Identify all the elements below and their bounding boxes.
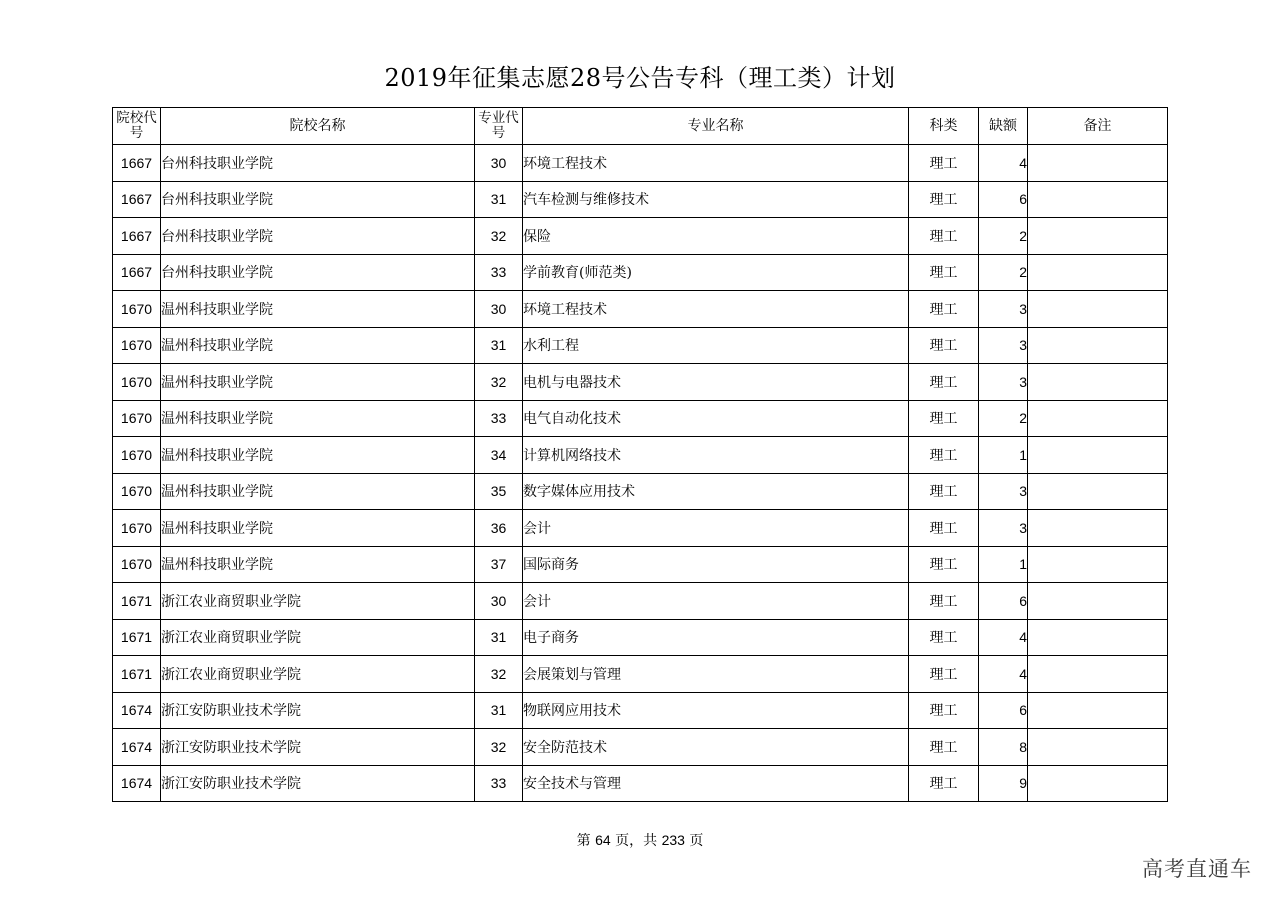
cell-category: 理工 — [909, 181, 979, 218]
cell-school-name: 台州科技职业学院 — [161, 254, 475, 291]
cell-quota: 4 — [979, 656, 1028, 693]
footer-suffix: 页 — [689, 833, 704, 849]
cell-school-code: 1670 — [113, 291, 161, 328]
cell-major-code: 30 — [475, 583, 523, 620]
cell-school-name: 温州科技职业学院 — [161, 437, 475, 474]
cell-school-name: 台州科技职业学院 — [161, 145, 475, 182]
cell-remarks — [1028, 656, 1168, 693]
cell-school-name: 浙江农业商贸职业学院 — [161, 656, 475, 693]
cell-school-name: 台州科技职业学院 — [161, 218, 475, 255]
cell-major-name: 数字媒体应用技术 — [523, 473, 909, 510]
cell-quota: 3 — [979, 364, 1028, 401]
cell-category: 理工 — [909, 510, 979, 547]
cell-major-code: 36 — [475, 510, 523, 547]
cell-major-name: 水利工程 — [523, 327, 909, 364]
table-body — [113, 145, 1168, 802]
cell-quota: 6 — [979, 583, 1028, 620]
cell-quota: 4 — [979, 619, 1028, 656]
cell-major-name: 保险 — [523, 218, 909, 255]
cell-category: 理工 — [909, 583, 979, 620]
cell-quota: 3 — [979, 291, 1028, 328]
cell-school-code: 1667 — [113, 218, 161, 255]
cell-remarks — [1028, 729, 1168, 766]
cell-quota: 3 — [979, 473, 1028, 510]
cell-school-code: 1667 — [113, 145, 161, 182]
cell-remarks — [1028, 291, 1168, 328]
cell-remarks — [1028, 145, 1168, 182]
cell-category: 理工 — [909, 400, 979, 437]
table-row — [113, 729, 1168, 766]
cell-category: 理工 — [909, 364, 979, 401]
cell-remarks — [1028, 181, 1168, 218]
cell-major-code: 30 — [475, 145, 523, 182]
cell-major-name: 安全防范技术 — [523, 729, 909, 766]
watermark: 高考直通车 — [1142, 857, 1252, 881]
cell-remarks — [1028, 473, 1168, 510]
cell-major-name: 电气自动化技术 — [523, 400, 909, 437]
cell-school-name: 温州科技职业学院 — [161, 327, 475, 364]
cell-remarks — [1028, 254, 1168, 291]
table-row — [113, 364, 1168, 401]
cell-major-code: 37 — [475, 546, 523, 583]
cell-major-name: 物联网应用技术 — [523, 692, 909, 729]
cell-school-name: 浙江农业商贸职业学院 — [161, 619, 475, 656]
cell-quota: 2 — [979, 400, 1028, 437]
cell-remarks — [1028, 327, 1168, 364]
header-quota: 缺额 — [979, 108, 1028, 145]
cell-quota: 3 — [979, 327, 1028, 364]
cell-major-name: 会展策划与管理 — [523, 656, 909, 693]
cell-category: 理工 — [909, 546, 979, 583]
cell-category: 理工 — [909, 692, 979, 729]
cell-category: 理工 — [909, 765, 979, 802]
cell-major-name: 计算机网络技术 — [523, 437, 909, 474]
cell-quota: 2 — [979, 218, 1028, 255]
cell-major-code: 31 — [475, 692, 523, 729]
cell-major-name: 安全技术与管理 — [523, 765, 909, 802]
table-row — [113, 583, 1168, 620]
cell-remarks — [1028, 218, 1168, 255]
cell-remarks — [1028, 583, 1168, 620]
cell-major-code: 34 — [475, 437, 523, 474]
cell-category: 理工 — [909, 656, 979, 693]
cell-major-name: 环境工程技术 — [523, 145, 909, 182]
header-school-code: 院校代号 — [113, 108, 161, 145]
cell-school-code: 1671 — [113, 619, 161, 656]
table-row — [113, 656, 1168, 693]
cell-remarks — [1028, 692, 1168, 729]
cell-category: 理工 — [909, 291, 979, 328]
cell-school-code: 1670 — [113, 400, 161, 437]
cell-school-code: 1670 — [113, 327, 161, 364]
cell-school-code: 1674 — [113, 765, 161, 802]
cell-school-code: 1667 — [113, 181, 161, 218]
table-row — [113, 218, 1168, 255]
cell-major-code: 35 — [475, 473, 523, 510]
cell-category: 理工 — [909, 619, 979, 656]
cell-category: 理工 — [909, 729, 979, 766]
cell-school-code: 1671 — [113, 583, 161, 620]
cell-school-name: 温州科技职业学院 — [161, 400, 475, 437]
cell-major-code: 33 — [475, 254, 523, 291]
cell-school-code: 1667 — [113, 254, 161, 291]
cell-remarks — [1028, 619, 1168, 656]
cell-major-code: 30 — [475, 291, 523, 328]
table-header-row — [113, 108, 1168, 145]
table-row — [113, 619, 1168, 656]
cell-school-name: 温州科技职业学院 — [161, 473, 475, 510]
footer-prefix: 第 — [576, 833, 591, 849]
cell-major-name: 电子商务 — [523, 619, 909, 656]
footer-page-number: 64 — [595, 832, 611, 848]
cell-category: 理工 — [909, 473, 979, 510]
cell-quota: 3 — [979, 510, 1028, 547]
cell-school-code: 1670 — [113, 364, 161, 401]
cell-major-name: 会计 — [523, 583, 909, 620]
header-category: 科类 — [909, 108, 979, 145]
cell-school-code: 1674 — [113, 729, 161, 766]
cell-quota: 9 — [979, 765, 1028, 802]
cell-major-name: 电机与电器技术 — [523, 364, 909, 401]
table-row — [113, 254, 1168, 291]
cell-school-name: 温州科技职业学院 — [161, 510, 475, 547]
cell-remarks — [1028, 400, 1168, 437]
table-row — [113, 510, 1168, 547]
table-row — [113, 400, 1168, 437]
cell-major-name: 汽车检测与维修技术 — [523, 181, 909, 218]
cell-quota: 1 — [979, 437, 1028, 474]
cell-school-name: 台州科技职业学院 — [161, 181, 475, 218]
table-row — [113, 765, 1168, 802]
document-title: 2019年征集志愿28号公告专科（理工类）计划 — [384, 64, 896, 92]
cell-school-code: 1670 — [113, 546, 161, 583]
cell-quota: 1 — [979, 546, 1028, 583]
cell-school-code: 1674 — [113, 692, 161, 729]
cell-major-name: 学前教育(师范类) — [523, 254, 909, 291]
cell-school-name: 浙江农业商贸职业学院 — [161, 583, 475, 620]
table-row — [113, 291, 1168, 328]
cell-school-name: 浙江安防职业技术学院 — [161, 729, 475, 766]
footer-total-pages: 233 — [661, 832, 685, 848]
cell-remarks — [1028, 765, 1168, 802]
cell-school-name: 浙江安防职业技术学院 — [161, 765, 475, 802]
cell-school-code: 1670 — [113, 510, 161, 547]
cell-major-name: 会计 — [523, 510, 909, 547]
cell-school-code: 1670 — [113, 473, 161, 510]
page-footer — [0, 830, 1280, 850]
cell-major-code: 31 — [475, 181, 523, 218]
cell-quota: 6 — [979, 692, 1028, 729]
cell-remarks — [1028, 364, 1168, 401]
cell-major-code: 33 — [475, 765, 523, 802]
cell-major-code: 31 — [475, 327, 523, 364]
table-row — [113, 546, 1168, 583]
cell-major-code: 32 — [475, 218, 523, 255]
cell-school-name: 温州科技职业学院 — [161, 291, 475, 328]
cell-category: 理工 — [909, 218, 979, 255]
header-major-code: 专业代号 — [475, 108, 523, 145]
table-row — [113, 692, 1168, 729]
cell-major-code: 31 — [475, 619, 523, 656]
plan-table — [112, 107, 1168, 802]
cell-school-name: 浙江安防职业技术学院 — [161, 692, 475, 729]
cell-remarks — [1028, 510, 1168, 547]
cell-quota: 8 — [979, 729, 1028, 766]
table-row — [113, 437, 1168, 474]
header-major-name: 专业名称 — [523, 108, 909, 145]
cell-major-code: 32 — [475, 656, 523, 693]
cell-quota: 4 — [979, 145, 1028, 182]
cell-school-name: 温州科技职业学院 — [161, 364, 475, 401]
cell-category: 理工 — [909, 254, 979, 291]
cell-school-code: 1670 — [113, 437, 161, 474]
header-school-name: 院校名称 — [161, 108, 475, 145]
cell-major-name: 环境工程技术 — [523, 291, 909, 328]
cell-category: 理工 — [909, 437, 979, 474]
cell-category: 理工 — [909, 145, 979, 182]
cell-major-code: 32 — [475, 729, 523, 766]
cell-major-name: 国际商务 — [523, 546, 909, 583]
table-row — [113, 145, 1168, 182]
footer-middle: 页，共 — [615, 833, 658, 849]
cell-major-code: 33 — [475, 400, 523, 437]
cell-remarks — [1028, 437, 1168, 474]
table-row — [113, 181, 1168, 218]
table-row — [113, 327, 1168, 364]
cell-major-code: 32 — [475, 364, 523, 401]
cell-quota: 6 — [979, 181, 1028, 218]
cell-school-name: 温州科技职业学院 — [161, 546, 475, 583]
header-remarks: 备注 — [1028, 108, 1168, 145]
cell-quota: 2 — [979, 254, 1028, 291]
cell-remarks — [1028, 546, 1168, 583]
cell-school-code: 1671 — [113, 656, 161, 693]
cell-category: 理工 — [909, 327, 979, 364]
table-row — [113, 473, 1168, 510]
